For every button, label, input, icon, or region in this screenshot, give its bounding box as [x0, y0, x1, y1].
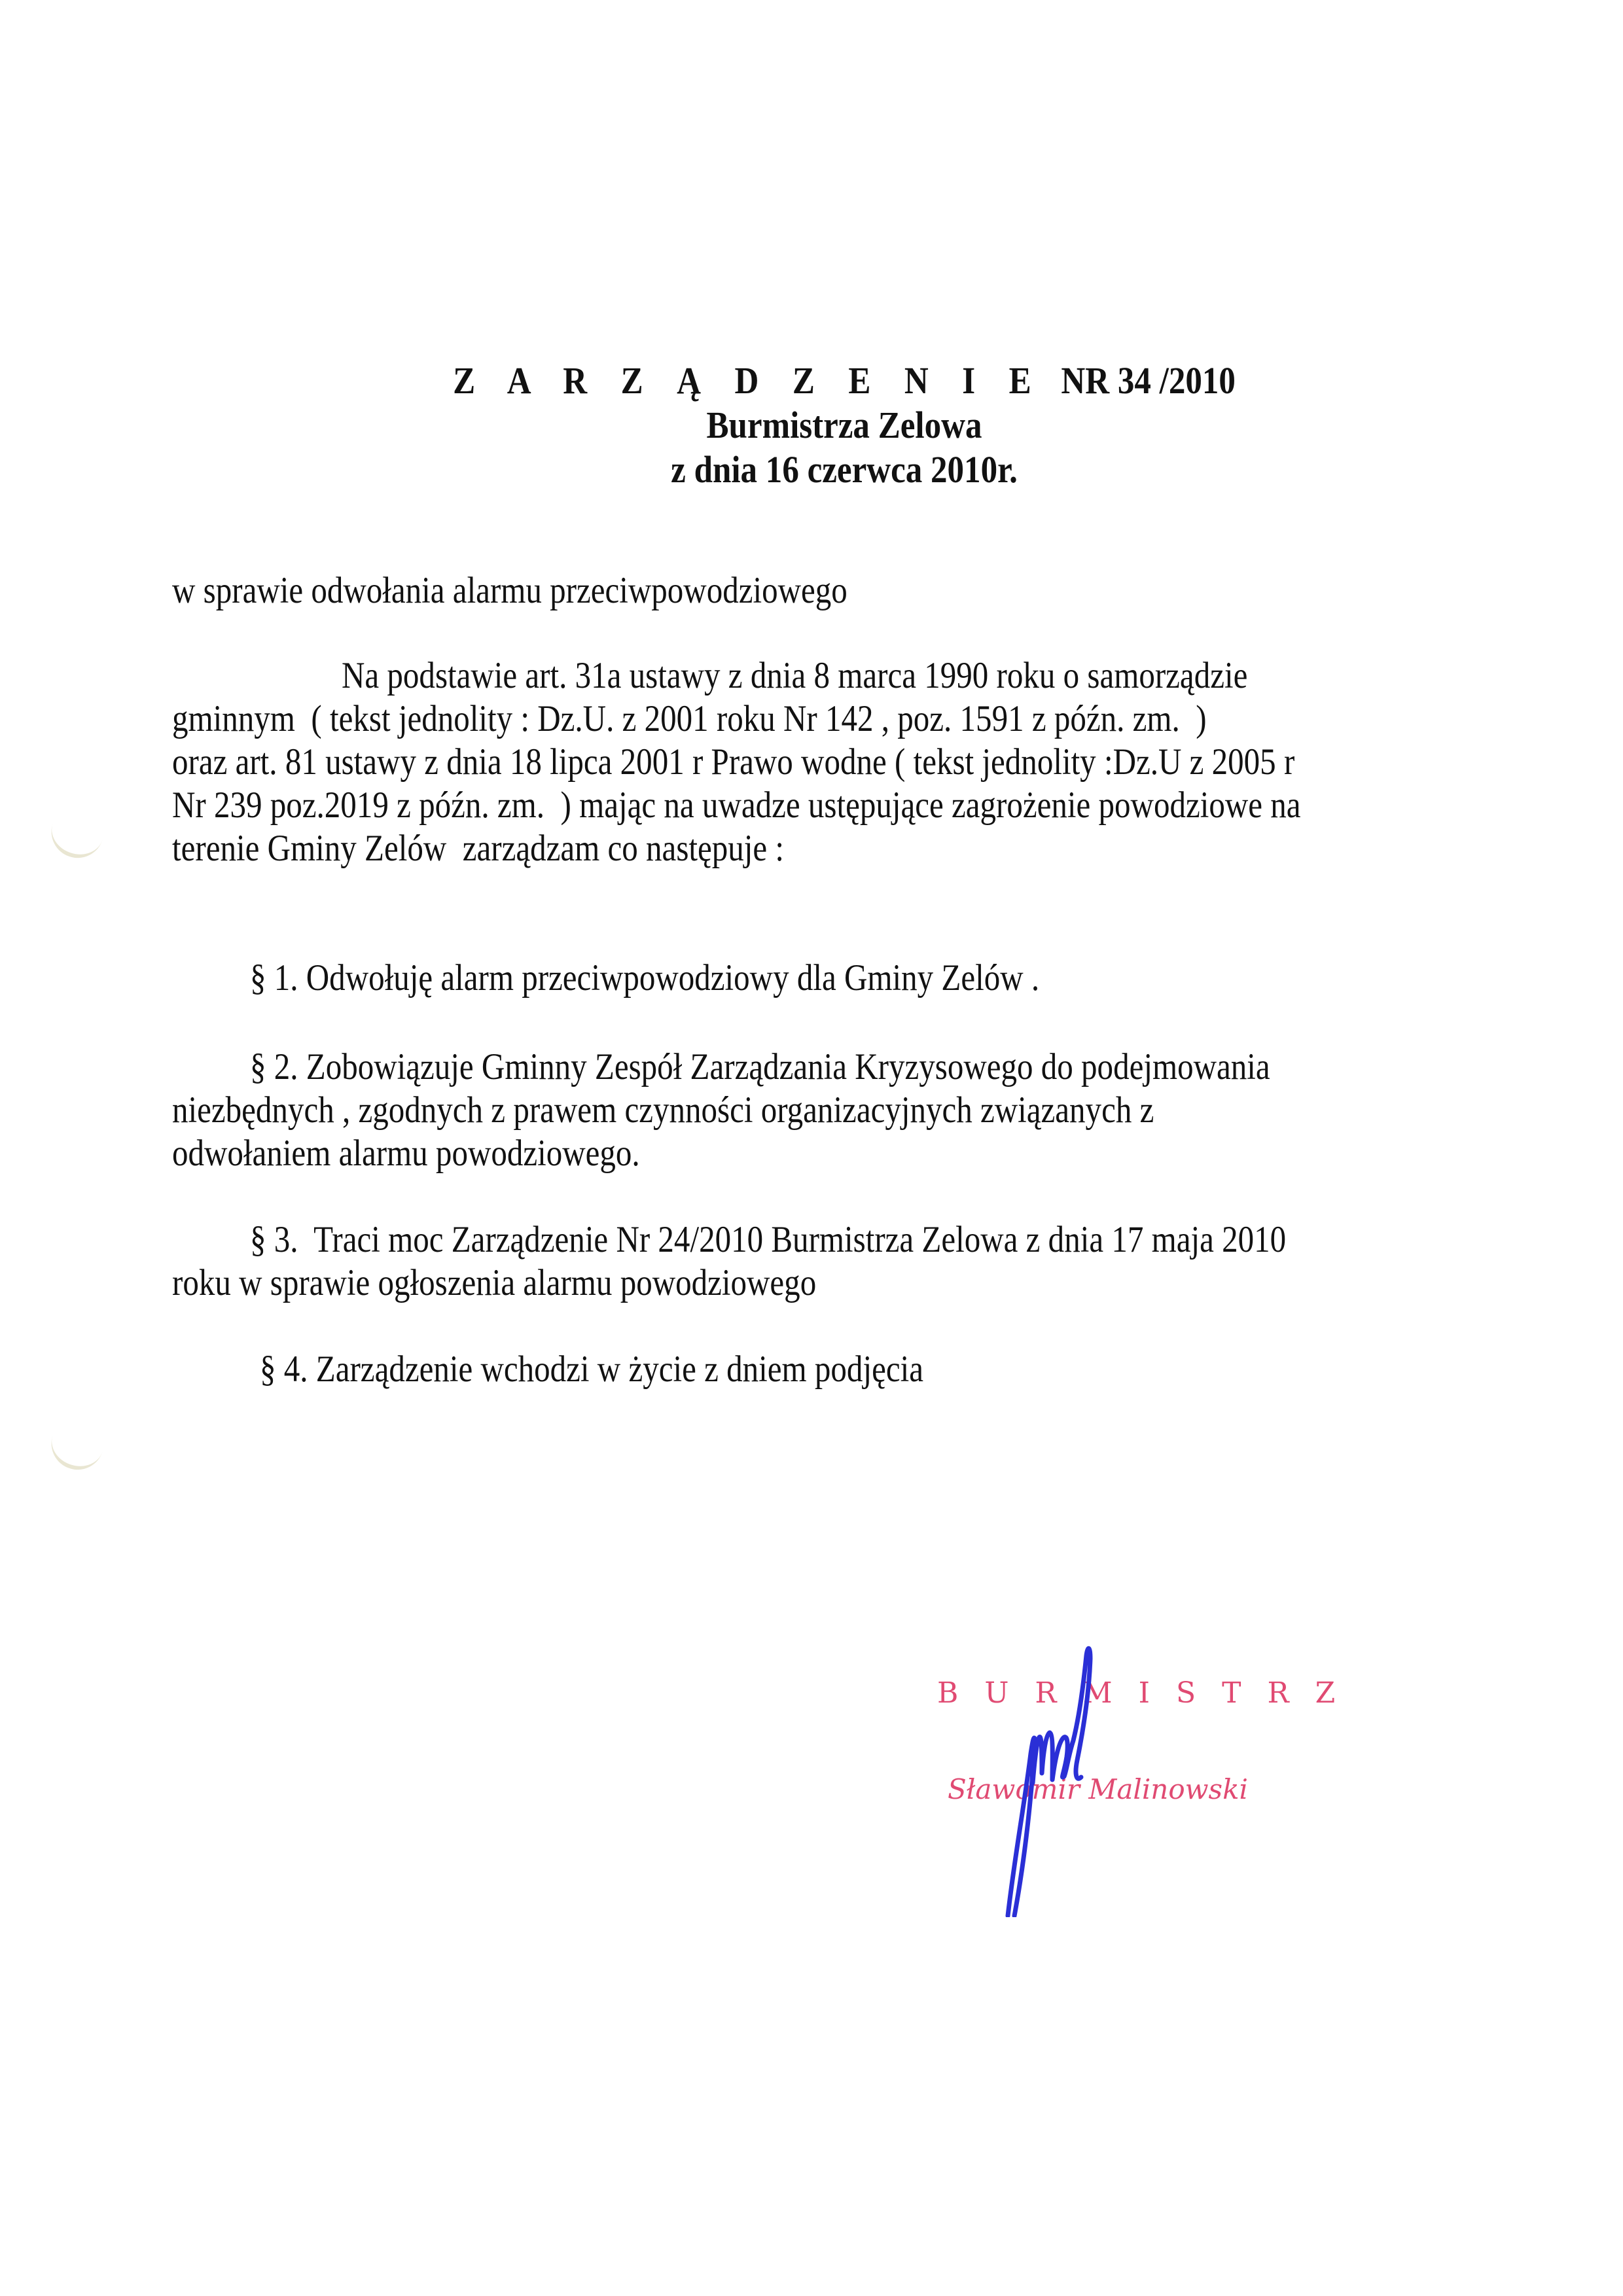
- preamble-line: gminnym ( tekst jednolity : Dz.U. z 2001 roku Nr 142 , poz. 1591 z późn. zm. ): [172, 698, 1207, 739]
- document-header: [101, 359, 1529, 492]
- paragraph-line: roku w sprawie ogłoszenia alarmu powodziowego: [172, 1262, 817, 1303]
- paragraph-line: § 2. Zobowiązuje Gminny Zespół Zarządzania Kryzysowego do podejmowania: [250, 1046, 1270, 1087]
- issue-date: z dnia 16 czerwca 2010r.: [671, 448, 1018, 491]
- paragraph-line: § 1. Odwołuję alarm przeciwpowodziowy dla Gminy Zelów .: [250, 957, 1040, 998]
- stamp-title: BURMISTRZ: [937, 1676, 1362, 1710]
- paragraph-line: odwołaniem alarmu powodziowego.: [172, 1133, 640, 1174]
- paragraph-line: niezbędnych , zgodnych z prawem czynności organizacyjnych związanych z: [172, 1089, 1154, 1131]
- punch-hole-mark: [45, 1413, 110, 1476]
- title-line: [159, 359, 1529, 403]
- preamble-line: Nr 239 poz.2019 z późn. zm. ) mając na uwadze ustępujące zagrożenie powodziowe na: [172, 785, 1301, 826]
- subject-line: w sprawie odwołania alarmu przeciwpowodziowego: [172, 570, 847, 611]
- issuer: Burmistrza Zelowa: [706, 404, 982, 446]
- paragraph-line: § 3. Traci moc Zarządzenie Nr 24/2010 Burmistrza Zelowa z dnia 17 maja 2010: [250, 1219, 1287, 1260]
- preamble-line: Na podstawie art. 31a ustawy z dnia 8 marca 1990 roku o samorządzie: [342, 655, 1248, 696]
- document-type: Z A R Z Ą D Z E N I E: [453, 359, 1044, 402]
- punch-hole-mark: [45, 801, 110, 864]
- document-number: NR 34 /2010: [1061, 359, 1236, 402]
- preamble-line: oraz art. 81 ustawy z dnia 18 lipca 2001 r Prawo wodne ( tekst jednolity :Dz.U z 2005 r: [172, 741, 1295, 783]
- handwritten-signature: [969, 1642, 1139, 1917]
- paragraph-line: § 4. Zarządzenie wchodzi w życie z dniem podjęcia: [260, 1349, 923, 1390]
- stamp-name: Sławomir Malinowski: [948, 1773, 1248, 1805]
- preamble-line: terenie Gminy Zelów zarządzam co następuje :: [172, 828, 785, 869]
